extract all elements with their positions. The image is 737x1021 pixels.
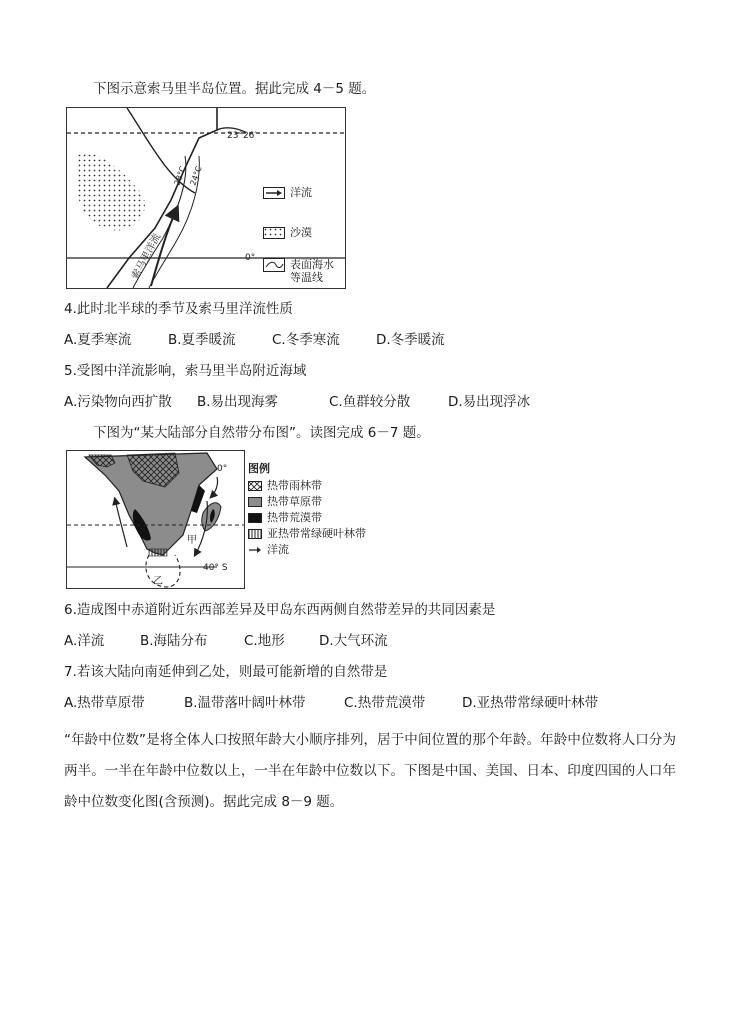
q5-options <box>64 393 664 411</box>
sclerophyll-zone <box>149 549 167 556</box>
continent-map-svg <box>67 451 244 588</box>
q5-option-a[interactable]: A.污染物向西扩散 <box>64 394 172 410</box>
legend-sclerophyll: 亚热带常绿硬叶林带 <box>248 527 366 541</box>
lat-40s-label: 40° S <box>203 563 228 573</box>
q6-option-b[interactable]: B.海陆分布 <box>140 633 208 649</box>
q6-stem: 6.造成图中赤道附近东西部差异及甲岛东西两侧自然带差异的共同因素是 <box>64 602 496 618</box>
legend-desert: 沙漠 <box>263 226 312 240</box>
q7-option-b[interactable]: B.温带落叶阔叶林带 <box>184 695 306 711</box>
q4-stem: 4.此时北半球的季节及索马里洋流性质 <box>64 301 293 317</box>
q6-option-a[interactable]: A.洋流 <box>64 633 105 649</box>
q5-option-b[interactable]: B.易出现海雾 <box>197 394 279 410</box>
intro-text-1: 下图示意索马里半岛位置。据此完成 4－5 题。 <box>93 81 376 97</box>
lat-equator-label: 0° <box>245 253 256 263</box>
rainforest-hatch-icon <box>248 481 262 491</box>
savanna-gray-icon <box>248 497 262 507</box>
q4-option-a[interactable]: A.夏季寒流 <box>64 332 132 348</box>
q5-option-c[interactable]: C.鱼群较分散 <box>329 394 411 410</box>
q7-options <box>64 694 679 712</box>
q4-options <box>64 331 664 349</box>
desert-dots-icon <box>263 227 285 239</box>
lat-tropic-label: 23°26′ <box>227 131 257 141</box>
legend-desert-zone: 热带荒漠带 <box>248 511 322 525</box>
isotherm-wave-icon <box>263 258 285 272</box>
map2-legend <box>248 462 398 572</box>
legend-current: 洋流 <box>263 186 312 200</box>
yi-label: 乙 <box>153 576 163 587</box>
north-current-arrow <box>211 477 218 497</box>
intro-text-2: 下图为“某大陆部分自然带分布图”。读图完成 6－7 题。 <box>93 425 430 441</box>
q5-option-d[interactable]: D.易出现浮冰 <box>448 394 531 410</box>
q4-option-d[interactable]: D.冬季暖流 <box>376 332 445 348</box>
isotherm-24-label: 24°C <box>188 165 204 187</box>
current-label: 索马里洋流 <box>129 232 164 282</box>
q7-option-c[interactable]: C.热带荒漠带 <box>344 695 426 711</box>
current-arrow-icon <box>248 545 262 555</box>
q7-stem: 7.若该大陆向南延伸到乙处，则最可能新增的自然带是 <box>64 664 388 680</box>
legend-title: 图例 <box>248 462 270 475</box>
isotherm-28-label: 28°C <box>172 165 188 187</box>
q7-option-a[interactable]: A.热带草原带 <box>64 695 145 711</box>
q7-option-d[interactable]: D.亚热带常绿硬叶林带 <box>462 695 599 711</box>
legend-savanna: 热带草原带 <box>248 495 322 509</box>
q4-option-b[interactable]: B.夏季暖流 <box>168 332 236 348</box>
lat-0-label: 0° <box>217 464 228 474</box>
q6-option-c[interactable]: C.地形 <box>244 633 285 649</box>
map1-legend <box>263 186 345 286</box>
continent-zone-map <box>66 450 245 589</box>
sclerophyll-stripe-icon <box>248 529 262 539</box>
q6-options <box>64 632 664 650</box>
current-arrow-icon <box>263 187 285 199</box>
q5-stem: 5.受图中洋流影响，索马里半岛附近海域 <box>64 363 307 379</box>
desert-black-icon <box>248 513 262 523</box>
q4-option-c[interactable]: C.冬季寒流 <box>272 332 340 348</box>
legend-current-2: 洋流 <box>248 543 289 557</box>
legend-isotherm: 表面海水等温线 <box>263 258 342 284</box>
somali-map <box>66 107 346 289</box>
q6-option-d[interactable]: D.大气环流 <box>319 633 388 649</box>
jia-label: 甲 <box>187 535 197 546</box>
median-age-paragraph: “年龄中位数”是将全体人口按照年龄大小顺序排列，居于中间位置的那个年龄。年龄中位数将人口分为两半。一半在年龄中位数以上，一半在年龄中位数以下。下图是中国、美国、日本、印度四国的人口年龄中位数变化图(含预测)。据此完成 8－9 题。 <box>64 732 676 810</box>
legend-rainforest: 热带雨林带 <box>248 479 322 493</box>
